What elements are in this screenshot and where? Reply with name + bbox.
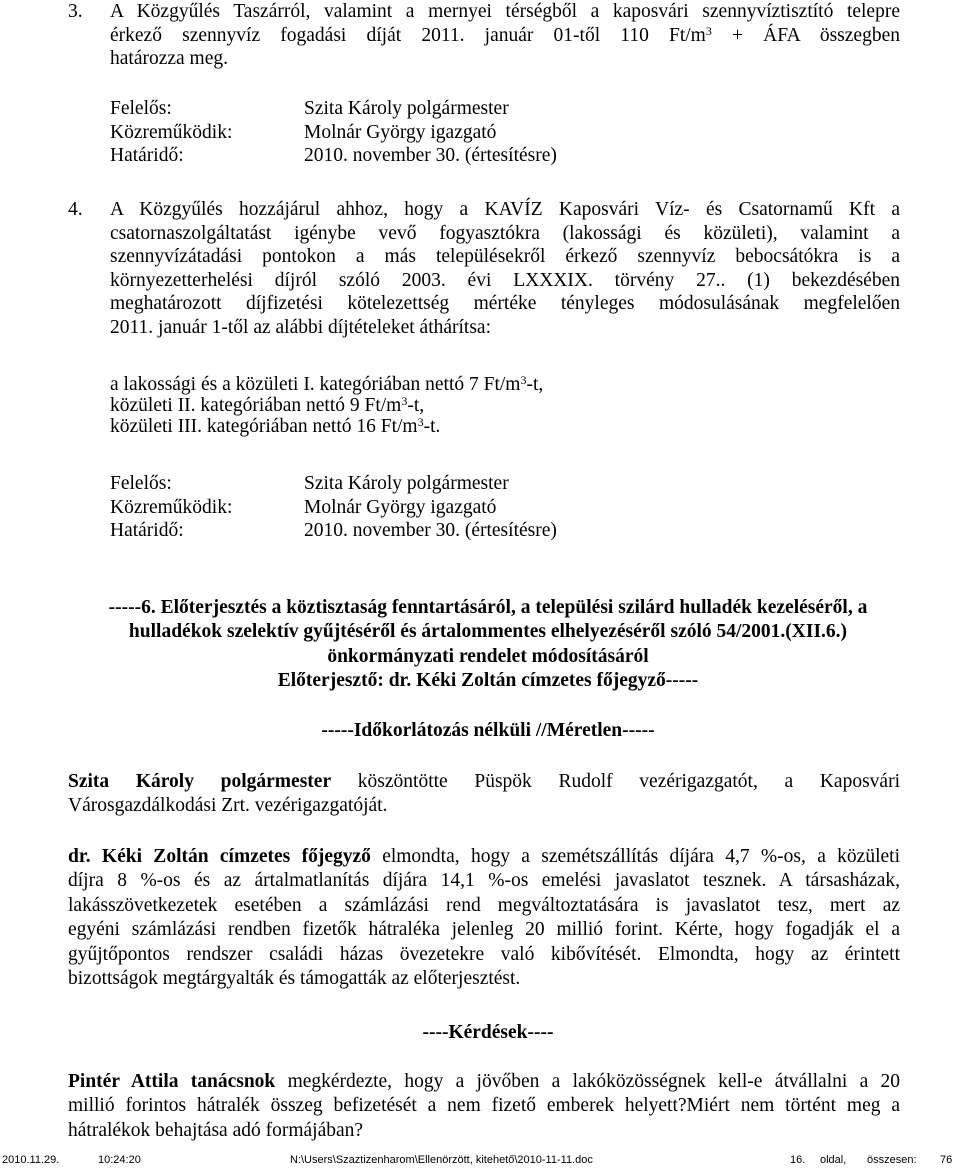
- speaker-name: Pintér Attila tanácsnok: [68, 1071, 276, 1092]
- fee-list: [110, 374, 543, 437]
- fee-line: a lakossági és a közületi I. kategóriában nettó 7 $Ft/m^3-t$,: [110, 373, 544, 395]
- hatarido-value: 2010. november 30. (értesítésre): [304, 145, 557, 167]
- item4-line-2: csatornaszolgáltatást igénybe vevő fogyasztókra (lakossági és közületi), valamint a: [110, 222, 900, 244]
- felelos-value: Szita Károly polgármester: [304, 98, 509, 119]
- time-limit-note: -----Időkorlátozás nélküli //Méretlen-----: [321, 720, 655, 741]
- footer-oldal-label: oldal,: [820, 1154, 847, 1166]
- footer-time: 10:24:20: [98, 1154, 141, 1166]
- felelos-label: Felelős:: [110, 473, 172, 494]
- footer-date: 2010.11.29.: [2, 1154, 60, 1166]
- item4-line-4: környezetterhelési díjról szóló 2003. évi LXXXIX. törvény 27.. (1) bekezdésében: [110, 269, 900, 291]
- item3-line-3: határozza meg.: [110, 48, 229, 70]
- footer-page-number: 16.: [790, 1154, 806, 1166]
- responsibility-block-1: [110, 97, 557, 168]
- item4-line-5: meghatározott díjfizetési kötelezettség mértéke tényleges módosulásának megfelelően: [110, 293, 900, 315]
- item3-line-2: érkező szennyvíz fogadási díját 2011. január 01-től 110 $Ft/m^3$ + ÁFA összegben: [110, 23, 900, 46]
- hatarido-label: Határidő:: [110, 520, 184, 542]
- item4-line-1: A Közgyűlés hozzájárul ahhoz, hogy a KAVÍZ Kaposvári Víz- és Csatornamű Kft a: [110, 199, 900, 220]
- felelos-value: Szita Károly polgármester: [304, 473, 509, 494]
- resolution-item-3: [68, 0, 900, 71]
- resolution-item-4: [68, 198, 900, 340]
- kozremukodik-label: Közreműködik:: [110, 121, 233, 143]
- minutes-paragraph-3: Pintér Attila tanácsnok megkérdezte, hogy a jövőben a lakóközösségnek kell-e átvállalni a 20 millió forintos hátralék összeg befizetését a nem fizető emberek helyett?Miért nem történt meg a hátralékok behajtása adó formájában?: [68, 1071, 900, 1141]
- item-number: 3.: [68, 1, 83, 22]
- item3-line-1: A Közgyűlés Taszárról, valamint a mernyei térségből a kaposvári szennyvíztisztító telepre: [110, 1, 900, 22]
- kozremukodik-value: Molnár György igazgató: [304, 496, 497, 518]
- hatarido-value: 2010. november 30. (értesítésre): [304, 520, 557, 542]
- felelos-label: Felelős:: [110, 98, 172, 119]
- agenda-item-heading: -----6. Előterjesztés a köztisztaság fenntartásáról, a települési szilárd hulladék kezeléséről, a hulladékok szelektív gyűjtéséről és ártalommentes elhelyezéséről szóló 54/2001.(XII.6.) önkormányzati rendelet módosításáról Előterjesztő: dr. Kéki Zoltán címzetes főjegyző-----: [108, 597, 868, 691]
- speaker-name: dr. Kéki Zoltán címzetes főjegyző: [68, 846, 371, 867]
- responsibility-block-2: [110, 472, 557, 543]
- kozremukodik-value: Molnár György igazgató: [304, 121, 497, 143]
- item-number: 4.: [68, 199, 83, 220]
- footer-file-path: N:\Users\Szaztizenharom\Ellenörzött, kitehető\2010-11-11.doc: [290, 1154, 593, 1166]
- fee-line: közületi II. kategóriában nettó 9 $Ft/m^3-t$,: [110, 394, 425, 416]
- page-footer: [0, 1150, 960, 1170]
- minutes-paragraph-1: Szita Károly polgármester köszöntötte Püspök Rudolf vezérigazgatót, a Kaposvári Városgazdálkodási Zrt. vezérigazgatóját.: [68, 771, 900, 817]
- item4-line-3: szennyvízátadási pontokon a más településekről érkező szennyvíz bebocsátókra is a: [110, 246, 900, 268]
- footer-total-pages: 76: [940, 1154, 953, 1166]
- hatarido-label: Határidő:: [110, 145, 184, 167]
- speaker-name: Szita Károly polgármester: [68, 771, 332, 792]
- kozremukodik-label: Közreműködik:: [110, 496, 233, 518]
- item4-line-6: 2011. január 1-től az alábbi díjtételeket áthárítsa:: [110, 316, 492, 338]
- questions-heading: ----Kérdések----: [422, 1022, 554, 1043]
- fee-line: közületi III. kategóriában nettó 16 $Ft/m^3-t$.: [110, 415, 441, 437]
- footer-osszesen-label: összesen:: [867, 1154, 917, 1166]
- minutes-paragraph-2: dr. Kéki Zoltán címzetes főjegyző elmondta, hogy a szemétszállítás díjára 4,7 %-os, a közületi díjra 8 %-os és az ártalmatlanítás díjára 14,1 %-os emelési javaslatot tesznek. A társasházak, lakásszövetkezetek esetében a számlázási rend megváltoztatására is javaslatot tesz, mert az egyéni számlázási rendben fizetők hátraléka jelenleg 20 millió forint. Kérte, hogy fogadják el a gyűjtőpontos rendszer családi házas övezetekre való kibővítését. Elmondta, hogy az érintett bizottságok megtárgyalták és támogatták az előterjesztést.: [68, 846, 900, 990]
